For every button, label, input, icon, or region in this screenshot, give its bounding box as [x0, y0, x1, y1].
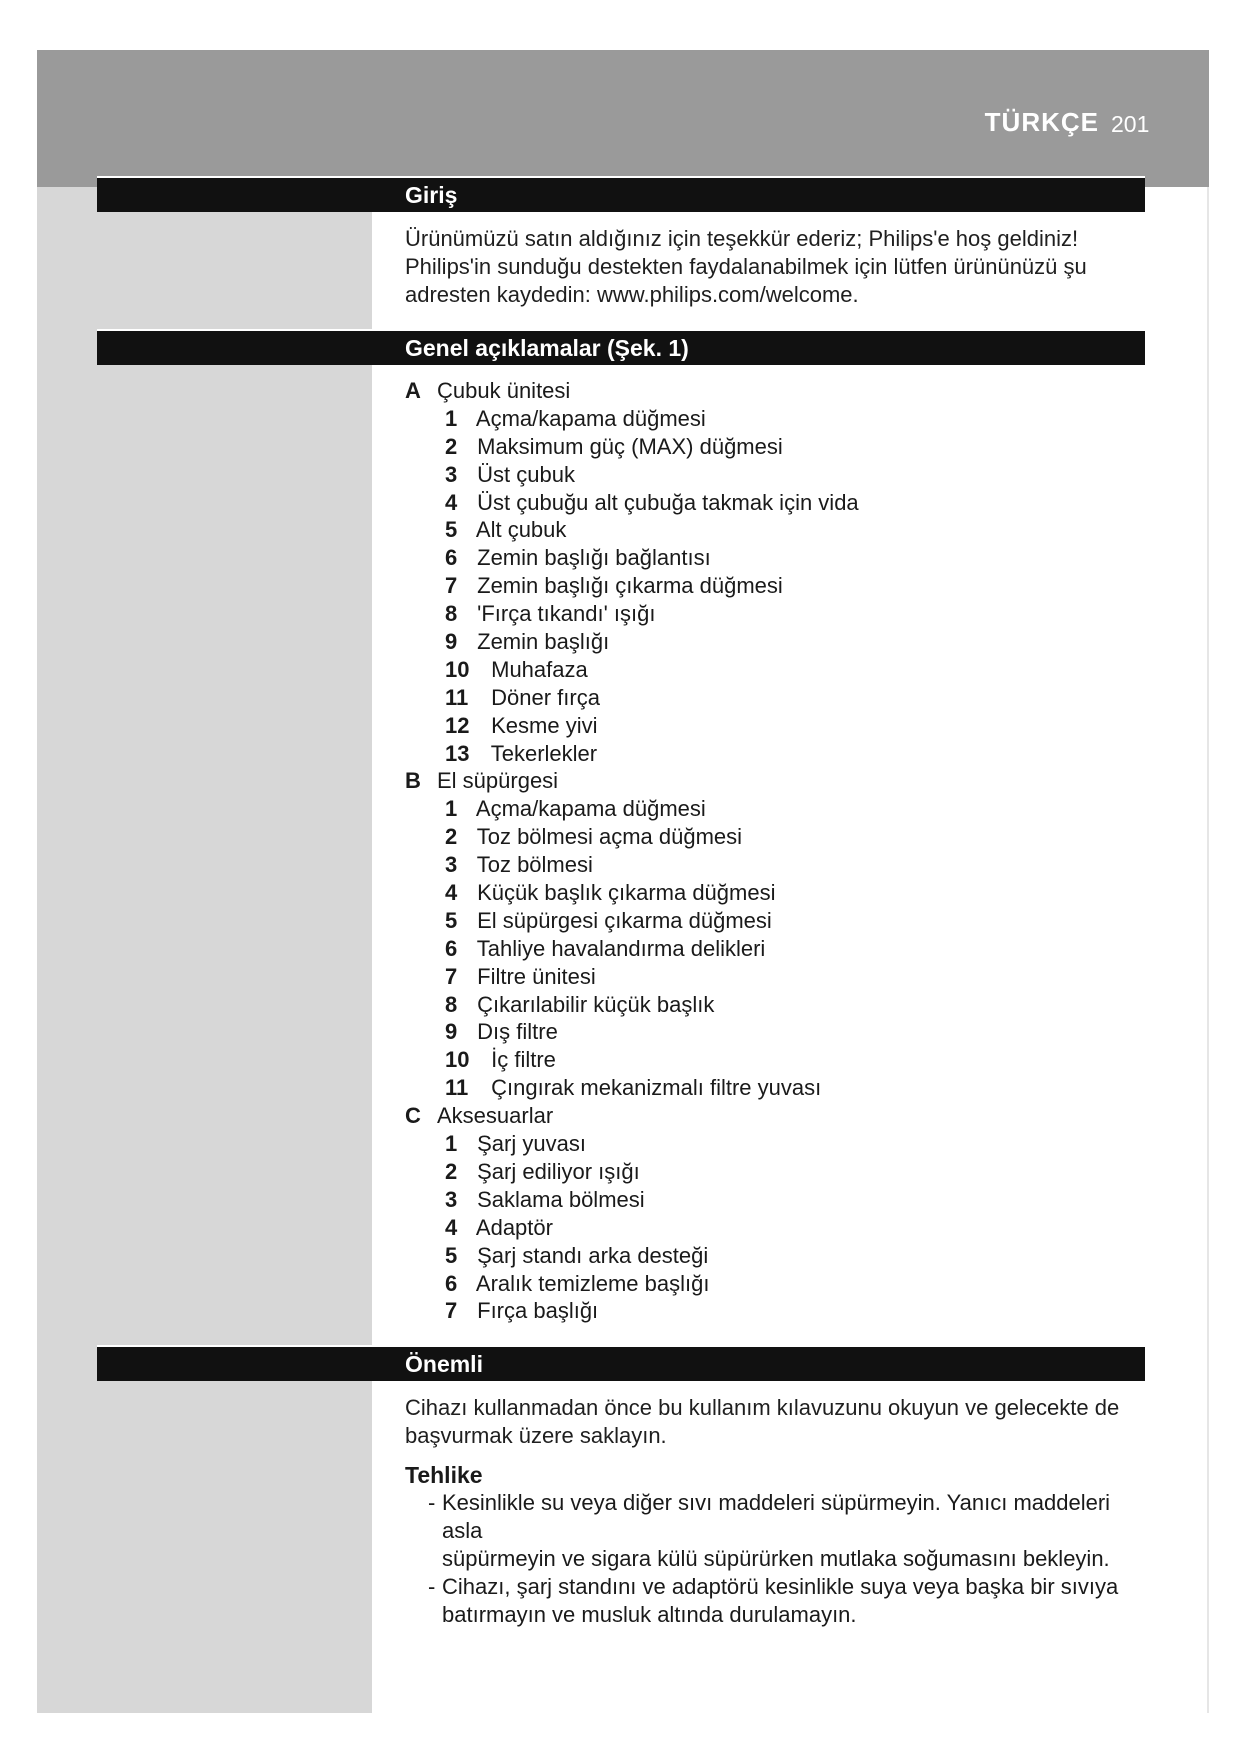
group-c-header	[405, 1102, 1145, 1130]
item-text: El süpürgesi çıkarma düğmesi	[477, 907, 772, 933]
item-text: Açma/kapama düğmesi	[475, 405, 706, 431]
intro-line: Ürünümüzü satın aldığınız için teşekkür ederiz; Philips'e hoş geldiniz!	[405, 226, 1079, 251]
item-text: Saklama bölmesi	[477, 1186, 645, 1212]
header-page-number: 201	[1111, 111, 1150, 137]
list-item	[405, 1270, 1145, 1298]
list-item	[405, 461, 1145, 489]
list-item	[405, 1046, 1145, 1074]
list-item	[405, 879, 1145, 907]
list-item	[405, 489, 1145, 517]
list-item	[405, 1214, 1145, 1242]
header-language: TÜRKÇE	[984, 107, 1099, 137]
bullet-line: Cihazı, şarj standını ve adaptörü kesinlikle suya veya başka bir sıvıya	[442, 1574, 1119, 1599]
list-item	[405, 712, 1145, 740]
section-title-general: Genel açıklamalar (Şek. 1)	[405, 335, 689, 361]
item-text: Muhafaza	[491, 656, 588, 682]
item-text: Fırça başlığı	[477, 1298, 599, 1324]
list-item	[405, 1018, 1145, 1046]
item-text: Döner fırça	[491, 684, 600, 710]
item-number: 9	[445, 629, 458, 655]
list-item	[405, 433, 1145, 461]
item-text: Zemin başlığı	[477, 629, 610, 655]
item-number: 5	[445, 1242, 458, 1268]
item-number: 1	[445, 796, 458, 822]
list-item	[405, 851, 1145, 879]
danger-bullet	[418, 1489, 1148, 1573]
right-margin-rule	[1207, 187, 1209, 1713]
item-number: 5	[445, 517, 458, 543]
item-number: 13	[445, 740, 470, 766]
item-text: Alt çubuk	[475, 517, 567, 543]
important-line: başvurmak üzere saklayın.	[405, 1423, 667, 1448]
group-letter: A	[405, 378, 421, 403]
item-text: Küçük başlık çıkarma düğmesi	[477, 880, 776, 906]
group-label: Aksesuarlar	[437, 1103, 554, 1129]
item-text: Zemin başlığı bağlantısı	[477, 545, 711, 571]
item-text: Aralık temizleme başlığı	[475, 1270, 710, 1296]
item-text: Filtre ünitesi	[477, 963, 596, 989]
item-number: 2	[445, 824, 458, 850]
item-number: 8	[445, 991, 458, 1017]
group-label: El süpürgesi	[437, 768, 559, 794]
item-text: Dış filtre	[477, 1019, 558, 1045]
left-margin-column	[37, 187, 372, 1713]
item-text: Açma/kapama düğmesi	[475, 796, 706, 822]
item-number: 6	[445, 1270, 458, 1296]
item-number: 8	[445, 601, 458, 627]
group-letter: C	[405, 1103, 421, 1129]
item-number: 7	[445, 963, 458, 989]
item-number: 6	[445, 545, 458, 571]
list-item	[405, 600, 1145, 628]
list-item	[405, 1297, 1145, 1325]
item-number: 11	[445, 1075, 469, 1101]
list-item	[405, 740, 1145, 768]
group-b-header	[405, 767, 1145, 795]
list-item	[405, 907, 1145, 935]
list-item	[405, 991, 1145, 1019]
list-item	[405, 1130, 1145, 1158]
danger-bullet-list	[418, 1489, 1148, 1629]
list-item	[405, 684, 1145, 712]
list-item	[405, 1186, 1145, 1214]
bullet-dash: -	[428, 1574, 436, 1599]
item-number: 3	[445, 1186, 458, 1212]
list-item	[405, 823, 1145, 851]
important-line: Cihazı kullanmadan önce bu kullanım kılavuzunu okuyun ve gelecekte de	[405, 1395, 1120, 1420]
bullet-line: Kesinlikle su veya diğer sıvı maddeleri süpürmeyin. Yanıcı maddeleri asla	[442, 1490, 1111, 1543]
bullet-dash: -	[428, 1490, 436, 1515]
parts-list	[405, 377, 1145, 1325]
item-number: 1	[445, 1131, 458, 1157]
item-number: 4	[445, 489, 458, 515]
item-number: 1	[445, 405, 458, 431]
item-number: 7	[445, 573, 458, 599]
item-number: 4	[445, 880, 458, 906]
item-number: 6	[445, 935, 458, 961]
list-item	[405, 1074, 1145, 1102]
group-a-header	[405, 377, 1145, 405]
item-text: Toz bölmesi	[476, 852, 593, 878]
list-item	[405, 544, 1145, 572]
item-text: Çıngırak mekanizmalı filtre yuvası	[491, 1075, 822, 1101]
item-number: 2	[445, 433, 458, 459]
item-text: Toz bölmesi açma düğmesi	[476, 824, 743, 850]
item-text: Üst çubuk	[477, 461, 575, 487]
list-item	[405, 572, 1145, 600]
item-number: 11	[445, 684, 469, 710]
list-item	[405, 795, 1145, 823]
item-number: 5	[445, 907, 458, 933]
intro-paragraph	[405, 225, 1145, 309]
list-item	[405, 516, 1145, 544]
item-text: 'Fırça tıkandı' ışığı	[477, 601, 656, 627]
item-number: 7	[445, 1298, 458, 1324]
item-number: 2	[445, 1158, 458, 1184]
bullet-line: batırmayın ve musluk altında durulamayın.	[442, 1602, 857, 1627]
list-item	[405, 656, 1145, 684]
item-text: İç filtre	[491, 1047, 556, 1073]
section-bar-important	[97, 1345, 1145, 1381]
item-text: Şarj yuvası	[477, 1131, 586, 1157]
section-title-intro: Giriş	[405, 182, 458, 208]
intro-line: adresten kaydedin: www.philips.com/welcome.	[405, 282, 859, 307]
list-item	[405, 405, 1145, 433]
danger-bullet	[418, 1573, 1148, 1629]
item-text: Üst çubuğu alt çubuğa takmak için vida	[477, 489, 859, 515]
list-item	[405, 1158, 1145, 1186]
item-number: 3	[445, 461, 458, 487]
item-text: Şarj standı arka desteği	[477, 1242, 709, 1268]
item-number: 3	[445, 852, 458, 878]
item-text: Zemin başlığı çıkarma düğmesi	[477, 573, 783, 599]
item-number: 9	[445, 1019, 458, 1045]
danger-heading: Tehlike	[405, 1462, 483, 1488]
item-number: 12	[445, 712, 470, 738]
group-label: Çubuk ünitesi	[437, 378, 571, 403]
section-bar-general	[97, 329, 1145, 365]
list-item	[405, 935, 1145, 963]
item-number: 10	[445, 1047, 470, 1073]
group-letter: B	[405, 768, 421, 794]
item-number: 10	[445, 656, 470, 682]
item-text: Tahliye havalandırma delikleri	[476, 935, 766, 961]
section-title-important: Önemli	[405, 1351, 483, 1377]
item-text: Adaptör	[475, 1214, 553, 1240]
intro-line: Philips'in sunduğu destekten faydalanabilmek için lütfen ürününüzü şu	[405, 254, 1087, 279]
item-number: 4	[445, 1214, 458, 1240]
item-text: Çıkarılabilir küçük başlık	[477, 991, 715, 1017]
section-bar-intro	[97, 176, 1145, 212]
item-text: Kesme yivi	[491, 712, 598, 738]
item-text: Maksimum güç (MAX) düğmesi	[477, 433, 783, 459]
important-paragraph	[405, 1394, 1145, 1450]
bullet-line: süpürmeyin ve sigara külü süpürürken mutlaka soğumasını bekleyin.	[442, 1546, 1110, 1571]
item-text: Şarj ediliyor ışığı	[477, 1158, 640, 1184]
item-text: Tekerlekler	[490, 740, 598, 766]
list-item	[405, 1242, 1145, 1270]
list-item	[405, 628, 1145, 656]
list-item	[405, 963, 1145, 991]
